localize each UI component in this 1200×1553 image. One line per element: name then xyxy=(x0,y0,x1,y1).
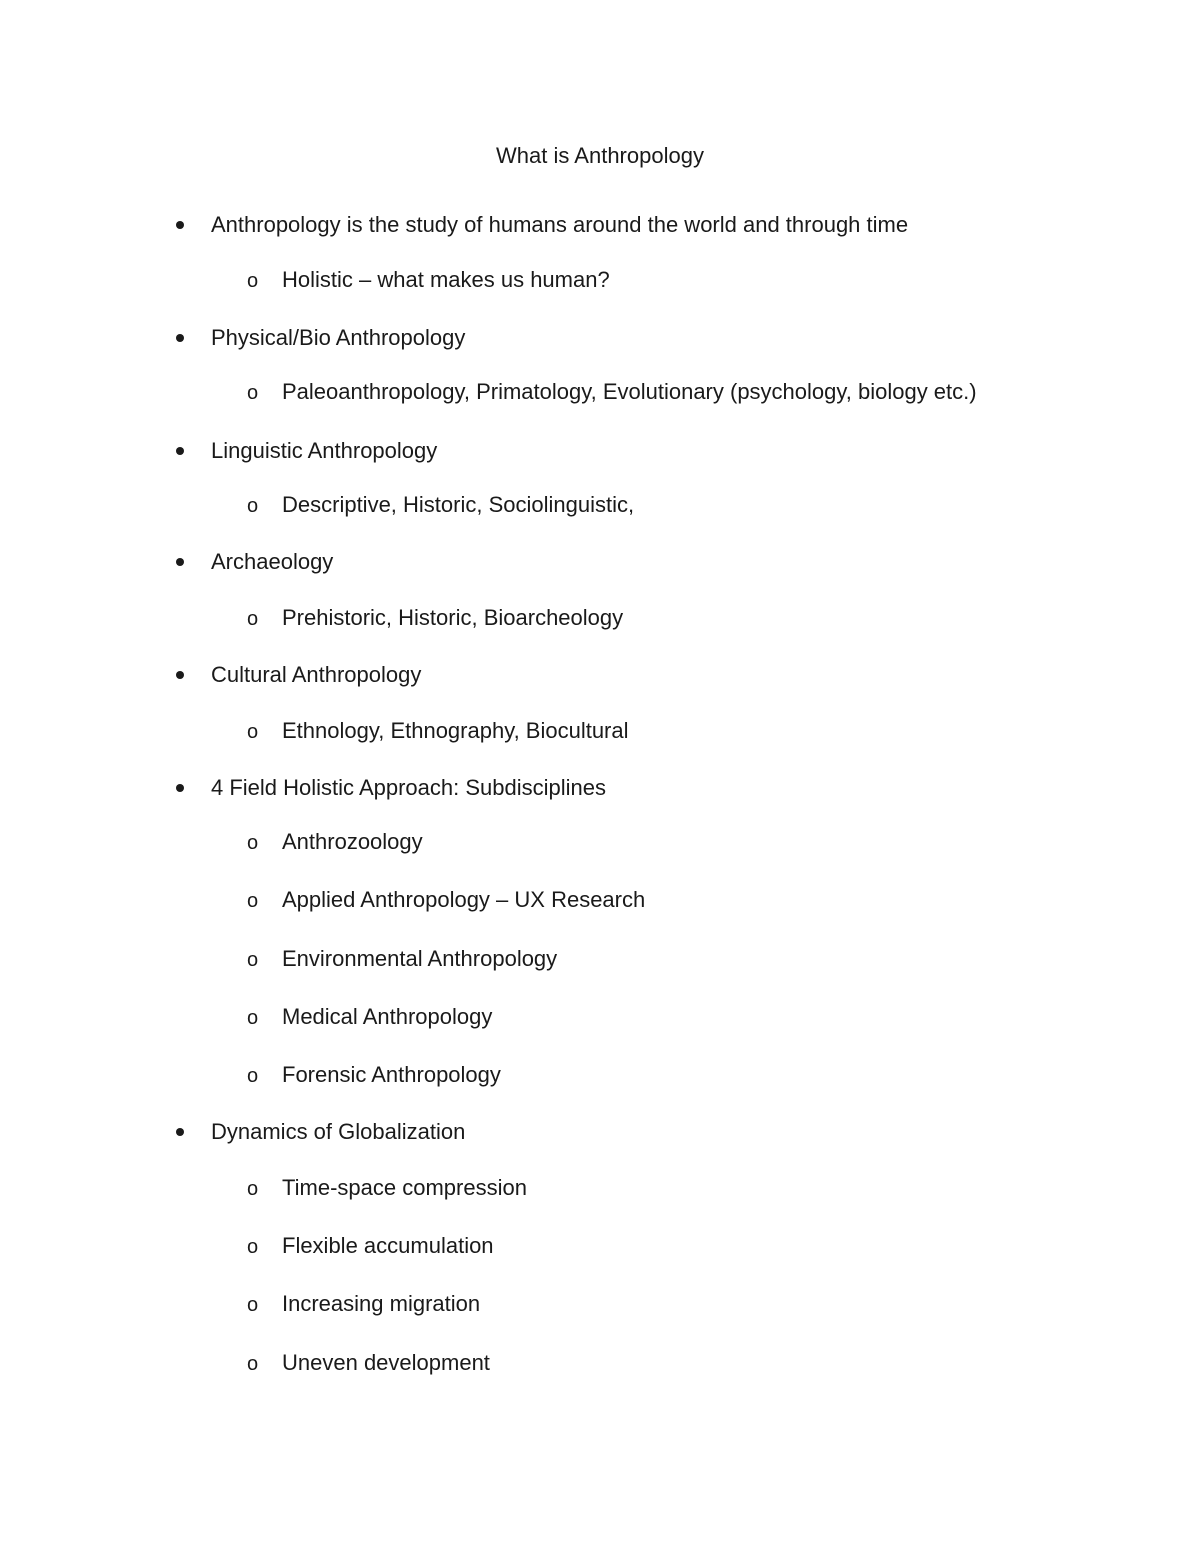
bullet-dot-icon xyxy=(176,447,184,455)
sub-list-item: Flexible accumulation xyxy=(282,1233,494,1258)
sub-bullet-icon: o xyxy=(247,721,259,743)
sub-list-item: Applied Anthropology – UX Research xyxy=(282,887,646,912)
sub-list-item: Medical Anthropology xyxy=(282,1004,493,1029)
list-item: Linguistic Anthropology xyxy=(211,438,438,463)
sub-bullet-icon: o xyxy=(247,890,259,912)
bullet-dot-icon xyxy=(176,558,184,566)
list-item: Physical/Bio Anthropology xyxy=(211,325,466,350)
bullet-dot-icon xyxy=(176,1128,184,1136)
sub-bullet-icon: o xyxy=(247,1294,259,1316)
sub-bullet-icon: o xyxy=(247,270,259,292)
list-item: 4 Field Holistic Approach: Subdisciplines xyxy=(211,775,606,800)
sub-list-item: Forensic Anthropology xyxy=(282,1062,501,1087)
sub-bullet-icon: o xyxy=(247,1236,259,1258)
sub-bullet-icon: o xyxy=(247,495,259,517)
sub-bullet-icon: o xyxy=(247,1065,259,1087)
sub-bullet-icon: o xyxy=(247,1178,259,1200)
sub-list-item: Uneven development xyxy=(282,1350,490,1375)
sub-bullet-icon: o xyxy=(247,1007,259,1029)
sub-list-item: Paleoanthropology, Primatology, Evolutionary (psychology, biology etc.) xyxy=(282,379,977,404)
list-item: Cultural Anthropology xyxy=(211,662,422,687)
bullet-dot-icon xyxy=(176,784,184,792)
sub-list-item: Holistic – what makes us human? xyxy=(282,267,610,292)
sub-bullet-icon: o xyxy=(247,832,259,854)
sub-list-item: Prehistoric, Historic, Bioarcheology xyxy=(282,605,624,630)
bullet-dot-icon xyxy=(176,221,184,229)
document-title: What is Anthropology xyxy=(496,143,704,168)
sub-bullet-icon: o xyxy=(247,949,259,971)
sub-list-item: Increasing migration xyxy=(282,1291,481,1316)
list-item: Archaeology xyxy=(211,549,334,574)
sub-list-item: Descriptive, Historic, Sociolinguistic, xyxy=(282,492,635,517)
bullet-dot-icon xyxy=(176,671,184,679)
sub-bullet-icon: o xyxy=(247,608,259,630)
bullet-dot-icon xyxy=(176,334,184,342)
list-item: Dynamics of Globalization xyxy=(211,1119,466,1144)
sub-list-item: Environmental Anthropology xyxy=(282,946,558,971)
list-item: Anthropology is the study of humans around the world and through time xyxy=(211,212,909,237)
sub-list-item: Time-space compression xyxy=(282,1175,527,1200)
sub-bullet-icon: o xyxy=(247,382,259,404)
sub-bullet-icon: o xyxy=(247,1353,259,1375)
sub-list-item: Anthrozoology xyxy=(282,829,423,854)
sub-list-item: Ethnology, Ethnography, Biocultural xyxy=(282,718,629,743)
